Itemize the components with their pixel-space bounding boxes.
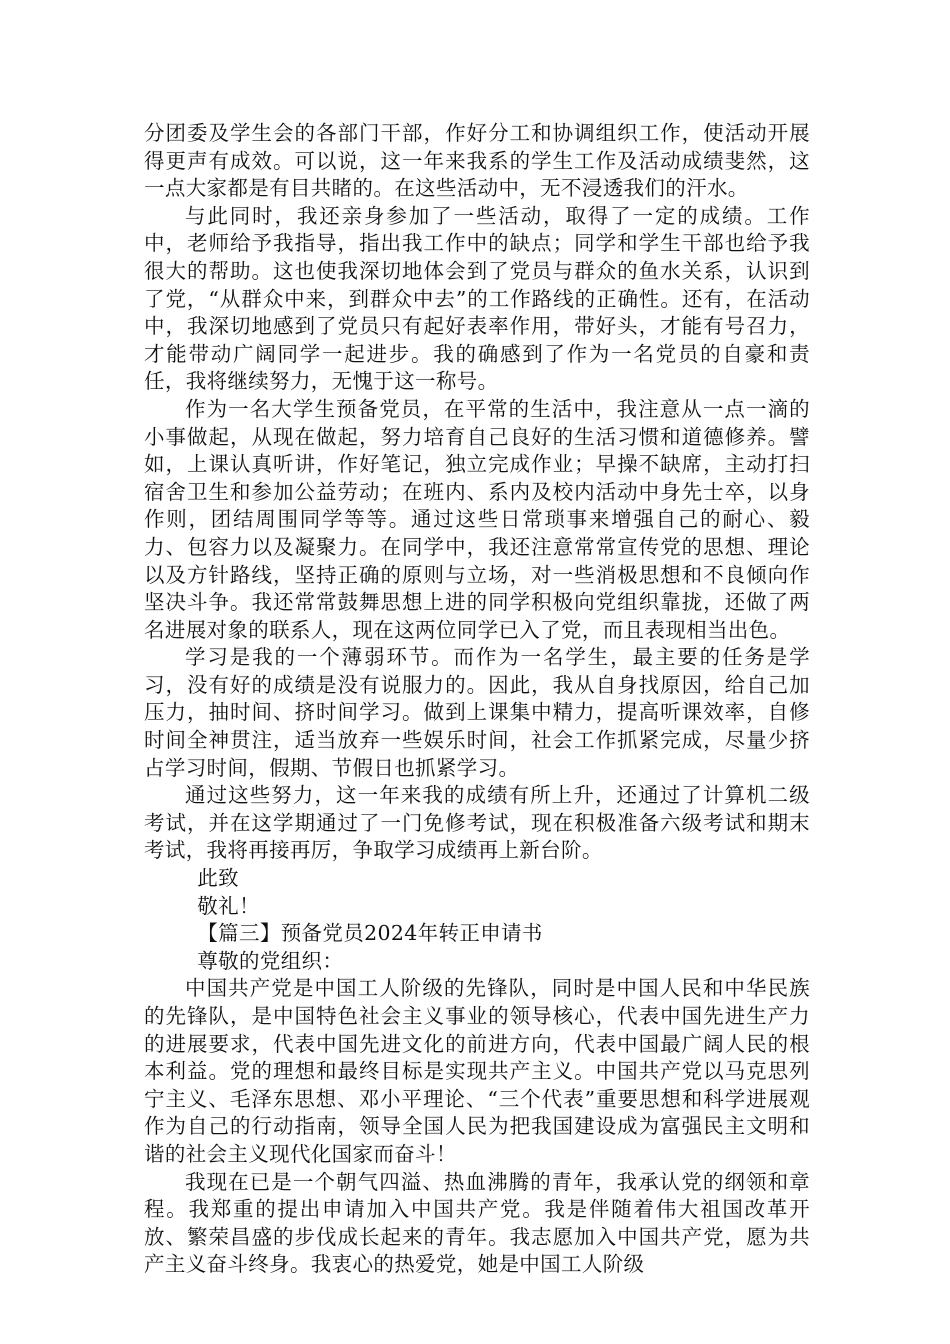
paragraph-continued: 分团委及学生会的各部门干部，作好分工和协调组织工作，使活动开展得更声有成效。可以说，这一年来我系的学生工作及活动成绩斐然，这一点大家都是有目共睹的。在这些活动中，无不浸透我们的汗水。	[144, 121, 810, 201]
paragraph-results: 通过这些努力，这一年来我的成绩有所上升，还通过了计算机二级考试，并在这学期通过了一门免修考试，现在积极准备六级考试和期末考试，我将再接再厉，争取学习成绩再上新台阶。	[144, 783, 810, 863]
closing-cizhi: 此致	[197, 866, 239, 891]
paragraph-study: 学习是我的一个薄弱环节。而作为一名学生，最主要的任务是学习，没有好的成绩是没有说服力的。因此，我从自身找原因，给自己加压力，抽时间、挤时间学习。做到上课集中精力，提高听课效率，自修时间全神贯注，适当放弃一些娱乐时间，社会工作抓紧完成，尽量少挤占学习时间，假期、节假日也抓紧学习。	[144, 645, 810, 780]
paragraph-daily-conduct: 作为一名大学生预备党员，在平常的生活中，我注意从一点一滴的小事做起，从现在做起，努力培育自己良好的生活习惯和道德修养。譬如，上课认真听讲，作好笔记，独立完成作业；早操不缺席，主动打扫宿舍卫生和参加公益劳动；在班内、系内及校内活动中身先士卒，以身作则，团结周围同学等等。通过这些日常琐事来增强自己的耐心、毅力、包容力以及凝聚力。在同学中，我还注意常常宣传党的思想、理论以及方针路线，坚持正确的原则与立场，对一些消极思想和不良倾向作坚决斗争。我还常常鼓舞思想上进的同学积极向党组织靠拢，还做了两名进展对象的联系人，现在这两位同学已入了党，而且表现相当出色。	[144, 396, 810, 642]
section-heading: 【篇三】预备党员2024年转正申请书	[197, 921, 543, 946]
paragraph-activities: 与此同时，我还亲身参加了一些活动，取得了一定的成绩。工作中，老师给予我指导，指出我工作中的缺点；同学和学生干部也给予我很大的帮助。这也使我深切地体会到了党员与群众的鱼水关系，认识到了党，“从群众中来，到群众中去”的工作路线的正确性。还有，在活动中，我深切地感到了党员只有起好表率作用，带好头，才能有号召力，才能带动广阔同学一起进步。我的确感到了作为一名党员的自豪和责任，我将继续努力，无愧于这一称号。	[144, 203, 810, 394]
salutation: 尊敬的党组织：	[197, 948, 344, 973]
closing-jingli: 敬礼！	[197, 893, 260, 918]
document-body	[144, 120, 810, 1279]
paragraph-party-intro: 中国共产党是中国工人阶级的先锋队，同时是中国人民和中华民族的先锋队，是中国特色社会主义事业的领导核心，代表中国先进生产力的进展要求，代表中国先进文化的前进方向，代表中国最广阔人民的根本利益。党的理想和最终目标是实现共产主义。中国共产党以马克思列宁主义、毛泽东思想、邓小平理论、“三个代表”重要思想和科学进展观作为自己的行动指南，领导全国人民为把我国建设成为富强民主文明和谐的社会主义现代化国家而奋斗！	[144, 976, 810, 1166]
paragraph-application: 我现在已是一个朝气四溢、热血沸腾的青年，我承认党的纲领和章程。我郑重的提出申请加入中国共产党。我是伴随着伟大祖国改革开放、繁荣昌盛的步伐成长起来的青年。我志愿加入中国共产党，愿为共产主义奋斗终身。我衷心的热爱党，她是中国工人阶级	[144, 1169, 810, 1277]
